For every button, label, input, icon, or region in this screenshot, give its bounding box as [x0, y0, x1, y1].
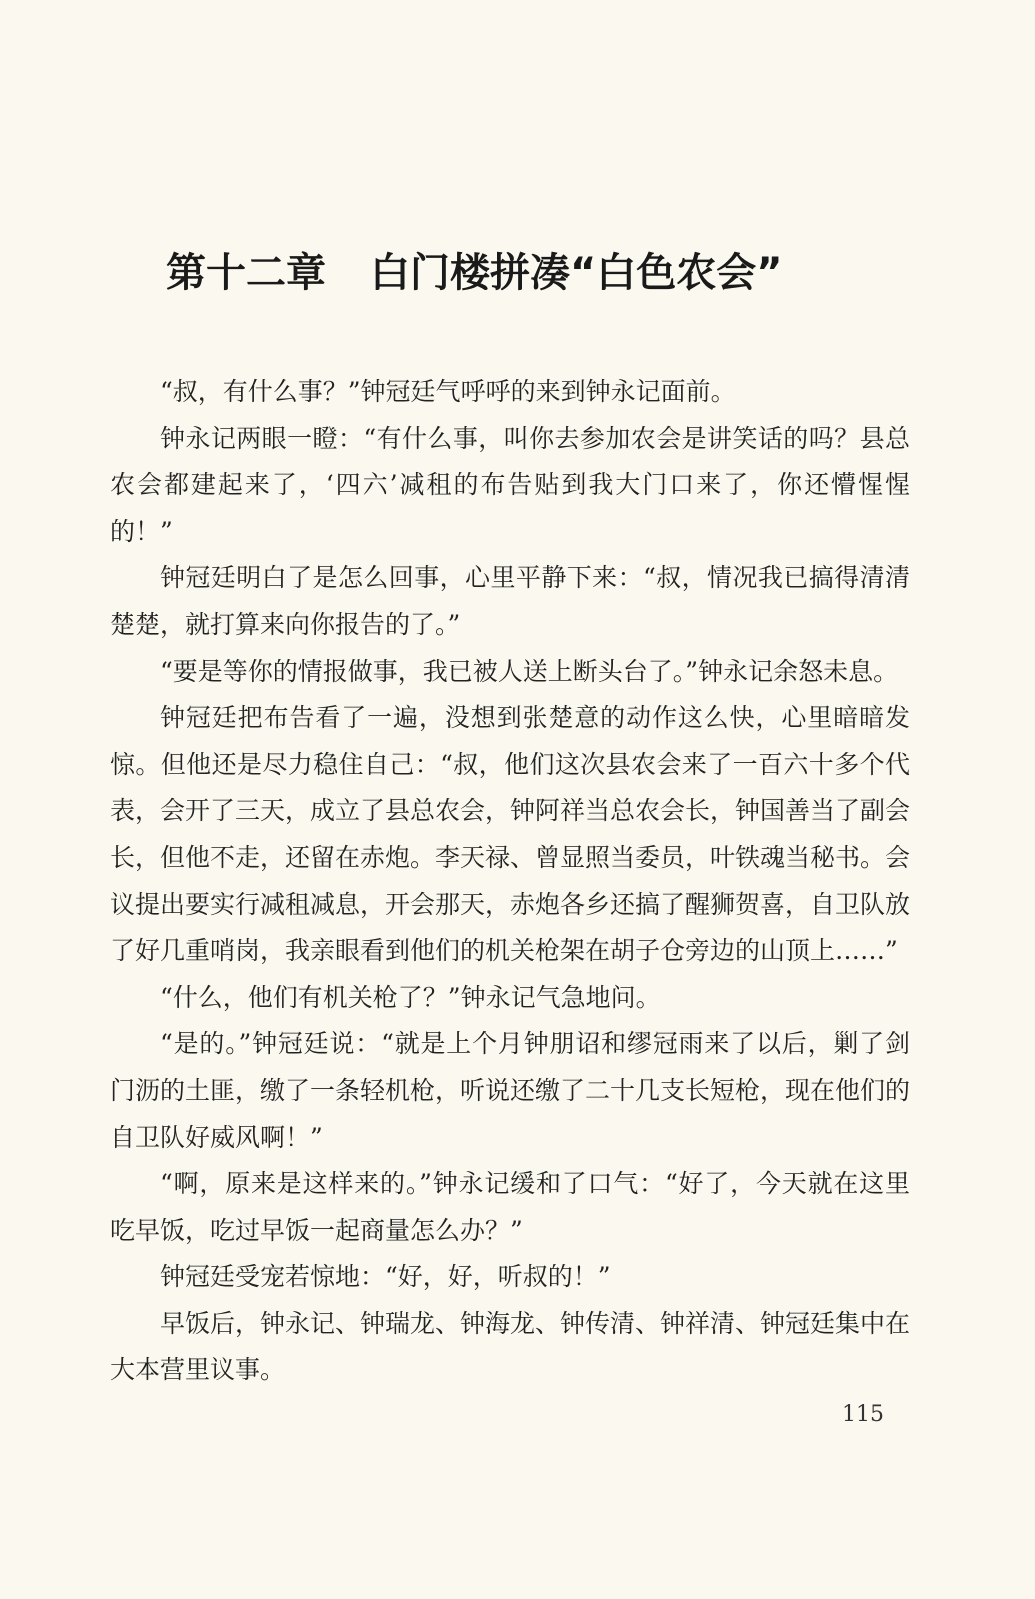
- chapter-number: 第十二章: [166, 250, 326, 296]
- paragraph-10: 早饭后，钟永记、钟瑞龙、钟海龙、钟传清、钟祥清、钟冠廷集中在大本营里议事。: [110, 1308, 911, 1385]
- paragraph-9: 钟冠廷受宠若惊地：“好，好，听叔的！”: [160, 1262, 611, 1292]
- chapter-title: [166, 238, 866, 308]
- paragraph-8: “啊，原来是这样来的。”钟永记缓和了口气：“好了，今天就在这里吃早饭，吃过早饭一起商量怎么办？”: [110, 1169, 910, 1245]
- paragraph-7: “是的。”钟冠廷说：“就是上个月钟朋诏和缪冠雨来了以后，剿了剑门沥的土匪，缴了一条轻机枪，听说还缴了二十几支长短枪，现在他们的自卫队好威风啊！”: [110, 1029, 911, 1152]
- paragraph-3: 钟冠廷明白了是怎么回事，心里平静下来：“叔，情况我已搞得清清楚楚，就打算来向你报告的了。”: [110, 563, 910, 639]
- paragraph-4: “要是等你的情报做事，我已被人送上断头台了。”钟永记余怒未息。: [160, 656, 899, 686]
- paragraph-6: “什么，他们有机关枪了？”钟永记气急地问。: [160, 982, 661, 1012]
- page-number: 115: [842, 1402, 884, 1427]
- paragraph-5: 钟冠廷把布告看了一遍，没想到张楚意的动作这么快，心里暗暗发惊。但他还是尽力稳住自己：“叔，他们这次县农会来了一百六十多个代表，会开了三天，成立了县总农会，钟阿祥当总农会长，钟国善当了副会长，但他不走，还留在赤炮。李天禄、曾显照当委员，叶铁魂当秘书。会议提出要实行减租减息，开会那天，赤炮各乡还搞了醒狮贺喜，自卫队放了好几重哨岗，我亲眼看到他们的机关枪架在胡子仓旁边的山顶上……”: [110, 703, 911, 966]
- body-text: [110, 369, 910, 1394]
- paragraph-2: 钟永记两眼一瞪：“有什么事，叫你去参加农会是讲笑话的吗？县总农会都建起来了，‘四六’减租的布告贴到我大门口来了，你还懵惺惺的！”: [110, 423, 910, 546]
- chapter-name: 白门楼拼凑“白色农会”: [370, 250, 783, 296]
- paragraph-1: “叔，有什么事？”钟冠廷气呼呼的来到钟永记面前。: [160, 377, 736, 406]
